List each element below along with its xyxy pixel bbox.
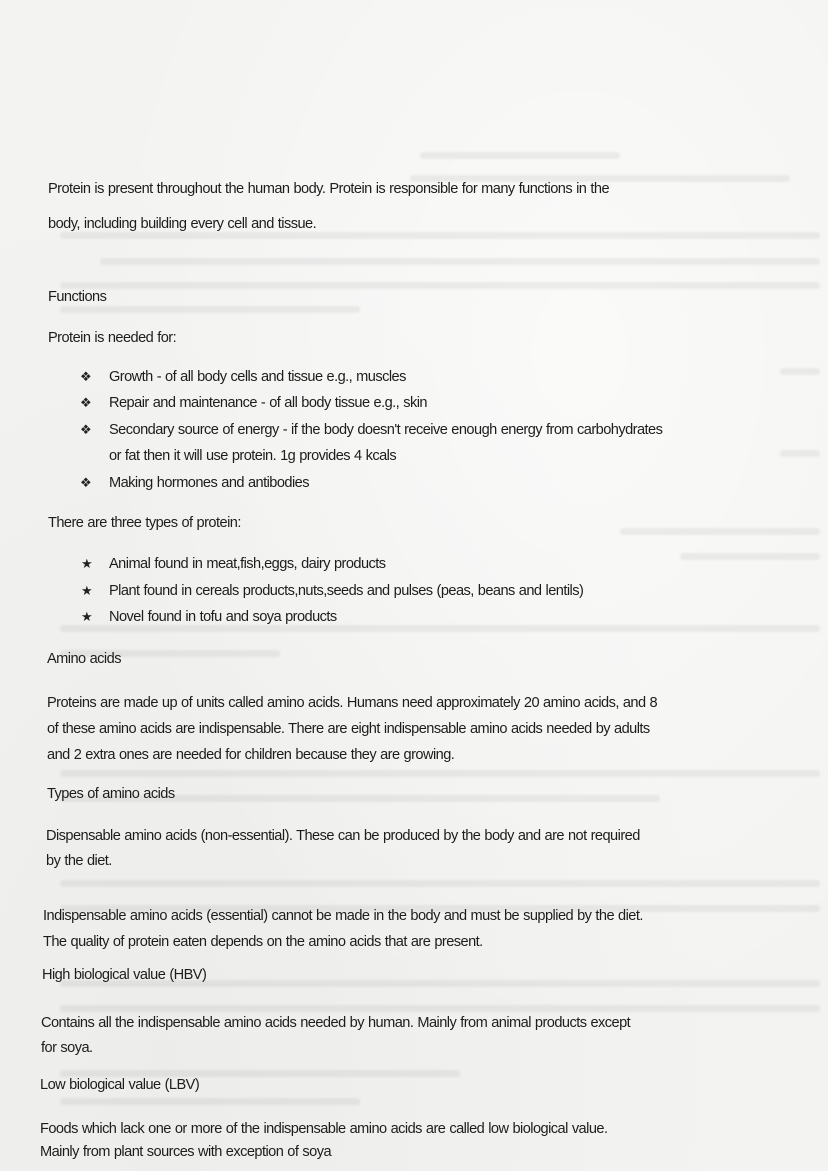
- list-item-text: Animal found in meat,fish,eggs, dairy products: [109, 556, 386, 572]
- hbv-heading: High biological value (HBV): [42, 967, 207, 983]
- list-item-text: Repair and maintenance - of all body tissue e.g., skin: [109, 395, 427, 411]
- list-item-text: Plant found in cereals products,nuts,seeds and pulses (peas, beans and lentils): [109, 583, 584, 599]
- list-item-text: Making hormones and antibodies: [109, 475, 309, 491]
- list-item-text: or fat then it will use protein. 1g provides 4 kcals: [109, 448, 397, 464]
- paragraph-line: Proteins are made up of units called amino acids. Humans need approximately 20 amino acids, and 8: [47, 695, 658, 711]
- lbv-heading: Low biological value (LBV): [40, 1077, 200, 1093]
- paragraph-line: of these amino acids are indispensable. There are eight indispensable amino acids needed by adults: [47, 721, 650, 737]
- intro-line: body, including building every cell and tissue.: [48, 216, 317, 232]
- diamond-dots-icon: ❖: [80, 475, 92, 490]
- paragraph-line: The quality of protein eaten depends on the amino acids that are present.: [43, 934, 483, 950]
- paragraph-line: Dispensable amino acids (non-essential). These can be produced by the body and are not required: [46, 828, 640, 844]
- paragraph-line: Contains all the indispensable amino acids needed by human. Mainly from animal products except: [41, 1015, 631, 1031]
- diamond-dots-icon: ❖: [80, 395, 92, 410]
- list-item-text: Novel found in tofu and soya products: [109, 609, 337, 625]
- amino-acids-heading: Amino acids: [47, 651, 121, 667]
- paragraph-line: by the diet.: [46, 853, 112, 869]
- list-item-text: Growth - of all body cells and tissue e.g., muscles: [109, 369, 406, 385]
- intro-line: Protein is present throughout the human body. Protein is responsible for many functions in the: [48, 181, 610, 197]
- list-item-text: Secondary source of energy - if the body doesn't receive enough energy from carbohydrates: [109, 422, 663, 438]
- functions-heading: Functions: [48, 289, 107, 305]
- paragraph-line: and 2 extra ones are needed for children because they are growing.: [47, 747, 455, 763]
- paragraph-line: for soya.: [41, 1040, 93, 1056]
- paragraph-line: Mainly from plant sources with exception of soya: [40, 1144, 332, 1160]
- functions-lead: Protein is needed for:: [48, 330, 177, 346]
- paragraph-line: Foods which lack one or more of the indispensable amino acids are called low biological value.: [40, 1121, 608, 1137]
- diamond-dots-icon: ❖: [80, 422, 92, 437]
- diamond-dots-icon: ❖: [80, 369, 92, 384]
- protein-types-lead: There are three types of protein:: [48, 515, 241, 531]
- paragraph-line: Indispensable amino acids (essential) cannot be made in the body and must be supplied by the diet.: [43, 908, 643, 924]
- star-icon: ★: [81, 556, 93, 571]
- star-icon: ★: [81, 583, 93, 598]
- star-icon: ★: [81, 609, 93, 624]
- amino-acid-types-heading: Types of amino acids: [47, 786, 175, 802]
